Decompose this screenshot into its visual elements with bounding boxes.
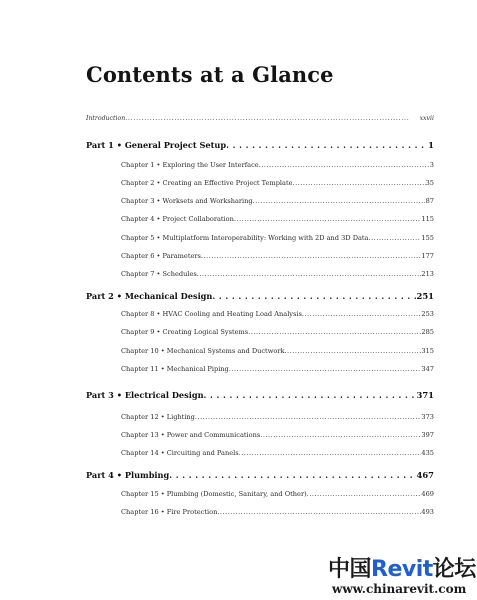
toc-page-number: xxvii (419, 115, 434, 122)
dot-leader (248, 328, 421, 336)
watermark-brand: Revit (371, 557, 433, 582)
toc-chapter-13[interactable] (121, 431, 434, 439)
toc-chapter-label: Chapter 15 • Plumbing (Domestic, Sanitary, and Other) (121, 490, 307, 498)
dot-leader (197, 270, 422, 278)
toc-page-number: 87 (425, 197, 434, 205)
toc-page-number: 373 (421, 413, 434, 421)
toc-chapter-7[interactable] (121, 270, 434, 278)
toc-chapter-label: Chapter 1 • Exploring the User Interface (121, 161, 259, 169)
toc-page-number: 469 (421, 490, 434, 498)
toc-chapter-label: Chapter 11 • Mechanical Piping (121, 365, 229, 373)
toc-chapter-15[interactable] (121, 490, 434, 498)
toc-part-3[interactable] (86, 390, 434, 400)
toc-page-number: 155 (421, 234, 434, 242)
toc-page-number: 285 (421, 328, 434, 336)
toc-page-number: 1 (428, 140, 434, 150)
dot-leader (284, 347, 421, 355)
dot-leader (369, 234, 422, 242)
toc-part-2[interactable] (86, 291, 434, 301)
dot-leader (201, 252, 421, 260)
toc-chapter-11[interactable] (121, 365, 434, 373)
dot-leader (293, 179, 426, 187)
toc-part-1[interactable] (86, 140, 434, 150)
watermark-url: www.chinarevit.com (332, 582, 467, 596)
toc-introduction[interactable] (86, 115, 434, 122)
toc-chapter-4[interactable] (121, 215, 434, 223)
dot-leader (302, 310, 422, 318)
watermark (326, 548, 477, 600)
toc-chapter-label: Chapter 16 • Fire Protection (121, 508, 218, 516)
watermark-title (328, 552, 476, 583)
toc-chapter-10[interactable] (121, 347, 434, 355)
toc-chapter-8[interactable] (121, 310, 434, 318)
dot-leader (217, 508, 421, 516)
toc-part-label: Part 1 • General Project Setup (86, 140, 227, 150)
toc-chapter-label: Chapter 13 • Power and Communications (121, 431, 261, 439)
toc-part-label: Part 4 • Plumbing (86, 470, 170, 480)
dot-leader (260, 431, 421, 439)
toc-page-number: 315 (421, 347, 434, 355)
dot-leader (195, 413, 422, 421)
toc-page-number: 435 (421, 449, 434, 457)
toc-chapter-1[interactable] (121, 161, 434, 169)
toc-chapter-label: Chapter 3 • Worksets and Worksharing (121, 197, 253, 205)
toc-chapter-label: Chapter 4 • Project Collaboration (121, 215, 234, 223)
toc-part-label: Part 3 • Electrical Design (86, 390, 204, 400)
toc-chapter-label: Chapter 2 • Creating an Effective Project Template (121, 179, 293, 187)
toc-page-number: 213 (421, 270, 434, 278)
toc-chapter-label: Chapter 5 • Multiplatform Interoperability: Working with 2D and 3D Data (121, 234, 369, 242)
watermark-suffix: 论坛 (432, 557, 476, 582)
toc-chapter-label: Chapter 14 • Circuiting and Panels (121, 449, 239, 457)
toc-chapter-label: Chapter 10 • Mechanical Systems and Ductwork (121, 347, 285, 355)
toc-page-number: 251 (416, 291, 434, 301)
toc-chapter-3[interactable] (121, 197, 434, 205)
toc-page-number: 467 (416, 470, 434, 480)
toc-chapter-label: Chapter 12 • Lighting (121, 413, 195, 421)
toc-page-number: 177 (421, 252, 434, 260)
toc-chapter-label: Chapter 6 • Parameters (121, 252, 201, 260)
dot-leader (253, 197, 426, 205)
toc-page-number: 493 (421, 508, 434, 516)
toc-chapter-5[interactable] (121, 234, 434, 242)
toc-chapter-label: Chapter 8 • HVAC Cooling and Heating Load Analysis (121, 310, 302, 318)
toc-page-number: 35 (425, 179, 434, 187)
watermark-prefix: 中国 (328, 557, 372, 582)
toc-chapter-12[interactable] (121, 413, 434, 421)
toc-page-number: 3 (429, 161, 434, 169)
toc-chapter-2[interactable] (121, 179, 434, 187)
toc-page-number: 253 (421, 310, 434, 318)
dot-leader (229, 365, 422, 373)
toc-chapter-label: Chapter 7 • Schedules (121, 270, 197, 278)
toc-part-4[interactable] (86, 470, 434, 480)
dot-leader (234, 215, 422, 223)
toc-chapter-6[interactable] (121, 252, 434, 260)
dot-leader (212, 291, 416, 301)
toc-entry-label: Introduction (86, 115, 126, 122)
toc-page-number: 397 (421, 431, 434, 439)
toc-page-number: 347 (421, 365, 434, 373)
toc-part-label: Part 2 • Mechanical Design (86, 291, 213, 301)
dot-leader (307, 490, 422, 498)
dot-leader (169, 470, 416, 480)
dot-leader (259, 161, 430, 169)
page-title: Contents at a Glance (86, 62, 334, 87)
dot-leader (226, 140, 428, 150)
toc-page-number: 115 (421, 215, 434, 223)
dot-leader (204, 390, 417, 400)
toc-page-number: 371 (416, 390, 434, 400)
dot-leader (239, 449, 422, 457)
toc-chapter-9[interactable] (121, 328, 434, 336)
toc-chapter-14[interactable] (121, 449, 434, 457)
toc-chapter-16[interactable] (121, 508, 434, 516)
dot-leader (125, 115, 419, 122)
toc-chapter-label: Chapter 9 • Creating Logical Systems (121, 328, 249, 336)
